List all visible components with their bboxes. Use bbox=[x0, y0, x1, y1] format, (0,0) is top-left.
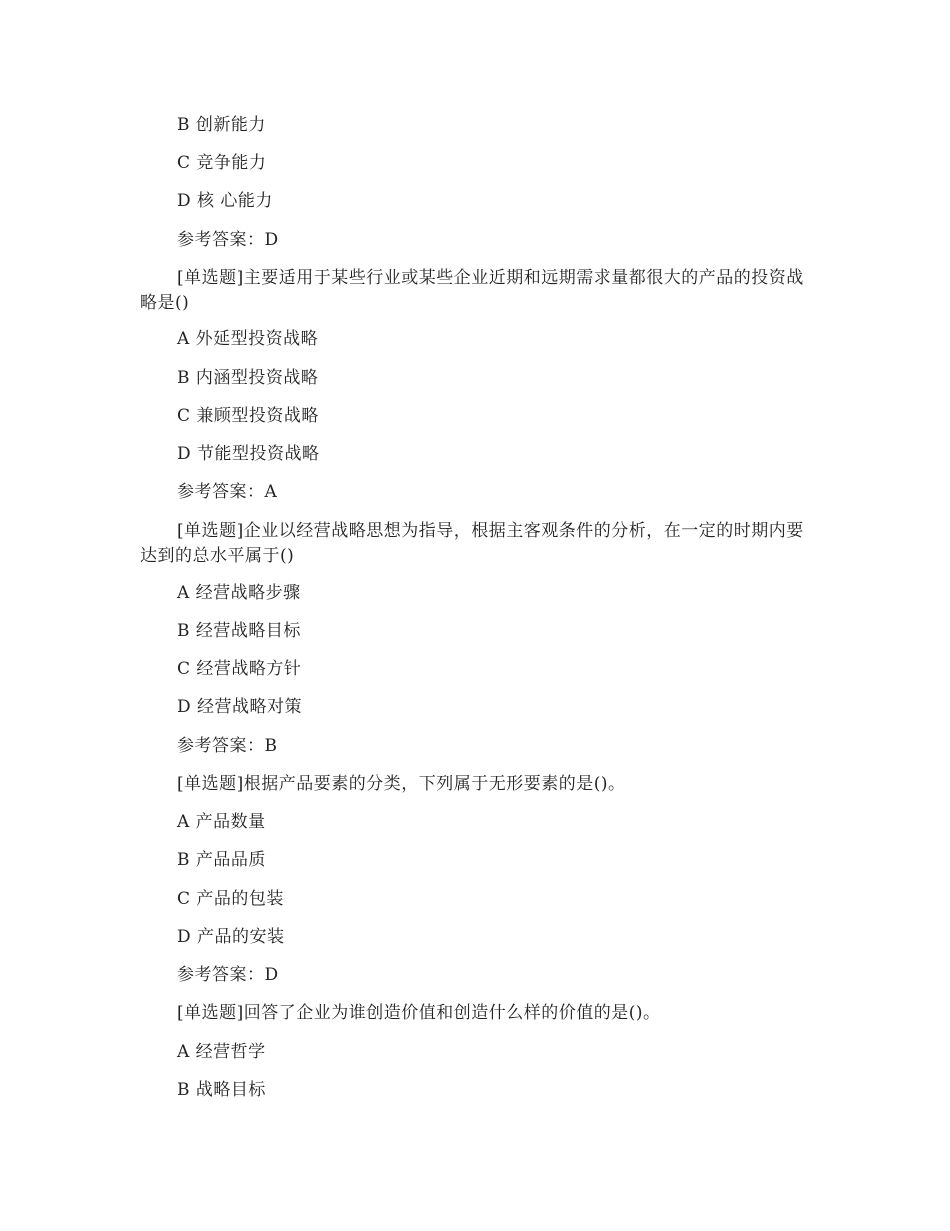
answer-4: 参考答案：D bbox=[177, 965, 279, 985]
answer-3: 参考答案：B bbox=[177, 736, 278, 756]
option-b-2: B 内涵型投资战略 bbox=[177, 368, 319, 388]
answer-1: 参考答案：D bbox=[177, 230, 279, 250]
option-d-3: D 经营战略对策 bbox=[177, 697, 303, 717]
question-5: [单选题]回答了企业为谁创造价值和创造什么样的价值的是()。 bbox=[177, 1003, 661, 1023]
option-b-5: B 战略目标 bbox=[177, 1080, 266, 1100]
option-b-4: B 产品品质 bbox=[177, 850, 266, 870]
question-2: [单选题]主要适用于某些行业或某些企业近期和远期需求量都很大的产品的投资战略是() bbox=[140, 268, 804, 313]
option-d-4: D 产品的安装 bbox=[177, 927, 285, 947]
option-b-1: B 创新能力 bbox=[177, 115, 266, 135]
answer-2: 参考答案：A bbox=[177, 482, 278, 502]
option-a-3: A 经营战略步骤 bbox=[177, 583, 301, 603]
option-a-5: A 经营哲学 bbox=[177, 1042, 266, 1062]
option-c-2: C 兼顾型投资战略 bbox=[177, 406, 319, 426]
option-a-4: A 产品数量 bbox=[177, 812, 266, 832]
option-b-3: B 经营战略目标 bbox=[177, 621, 301, 641]
option-c-3: C 经营战略方针 bbox=[177, 659, 302, 679]
option-a-2: A 外延型投资战略 bbox=[177, 329, 319, 349]
option-d-1: D 核 心能力 bbox=[177, 191, 273, 211]
question-3: [单选题]企业以经营战略思想为指导，根据主客观条件的分析，在一定的时期内要达到的总水平属于() bbox=[140, 521, 804, 566]
question-4: [单选题]根据产品要素的分类，下列属于无形要素的是()。 bbox=[177, 774, 626, 794]
option-c-4: C 产品的包装 bbox=[177, 889, 284, 909]
option-c-1: C 竞争能力 bbox=[177, 153, 267, 173]
option-d-2: D 节能型投资战略 bbox=[177, 444, 320, 464]
